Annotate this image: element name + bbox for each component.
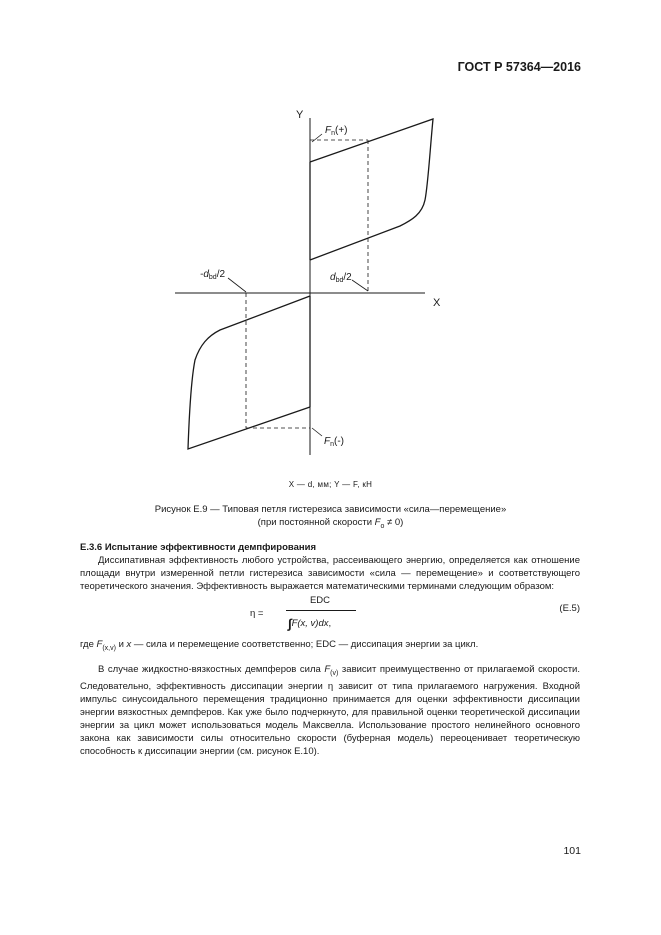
formula-explanation: где $F_{(x,v)}$ и x — сила и перемещение соответственно; EDC — диссипация энергии за цикл. [80, 639, 479, 652]
document-header: ГОСТ Р 57364—2016 [457, 60, 581, 74]
section-e36 [80, 541, 580, 593]
lower-hysteresis-curve [188, 296, 310, 449]
page-number: 101 [563, 845, 581, 857]
fn-minus-label: $F_n(-)$ [324, 436, 345, 448]
caption-line-1: Рисунок Е.9 — Типовая петля гистерезиса зависимости «сила—перемещение» [154, 504, 507, 515]
fn-minus-leader [312, 428, 322, 436]
y-axis-label: Y [296, 109, 304, 121]
section-title: Е.3.6 Испытание эффективности демпфирования [80, 542, 317, 553]
fn-plus-leader [312, 134, 322, 142]
section-paragraph-1: Диссипативная эффективность любого устройства, рассеивающего энергию, определяется как отношение площади внутри измеренной петли гистерезиса зависимости «сила — перемещение» и соответствующего теоретического значения. Эффективность выражается математическими терминами следующим образом: [80, 555, 580, 592]
section-paragraph-2: В случае жидкостно-вязкостных демпферов сила $F_{(v)}$ зависит преимущественно от прилагаемой скорости. Следовательно, эффективность диссипации энергии η зависит от типа прилагаемого нагружения. Входной импульс синусоидального перемещения традиционно принимается для оценки эффективности диссипации энергии вязкостных демпферов. Как уже было подчеркнуто, для правильной оценки теоретической диссипации энергии за цикл может использоваться модель Максвелла. Использование простого нелинейного основного закона как зависимости силы относительно скорости (буферная модель) переоценивает теоретическую способность к диссипации энергии (см. рисунок Е.10). [80, 664, 580, 757]
dbd-neg-leader [228, 278, 246, 292]
dbd-pos-leader [352, 280, 368, 291]
formula-denominator: ∫F(x, v)dx, [288, 616, 332, 631]
fn-plus-label: $F_n(+)$ [325, 125, 348, 137]
dbd-neg-label: $-d_{bd}/2$ [200, 269, 226, 281]
figure-legend: X — d, мм; Y — F, кН [288, 480, 373, 489]
x-axis-label: X [433, 297, 441, 309]
formula-e5 [240, 592, 580, 636]
figure-caption [0, 503, 661, 533]
dbd-pos-label: $d_{bd}/2$ [330, 272, 352, 284]
upper-hysteresis-curve [310, 119, 433, 260]
formula-lhs: η = [250, 608, 264, 619]
formula-number: (Е.5) [559, 603, 580, 614]
fraction-bar [286, 610, 356, 611]
formula-numerator: EDC [309, 595, 331, 606]
caption-line-2: (при постоянной скорости $F_o \ne 0$) [257, 517, 404, 530]
